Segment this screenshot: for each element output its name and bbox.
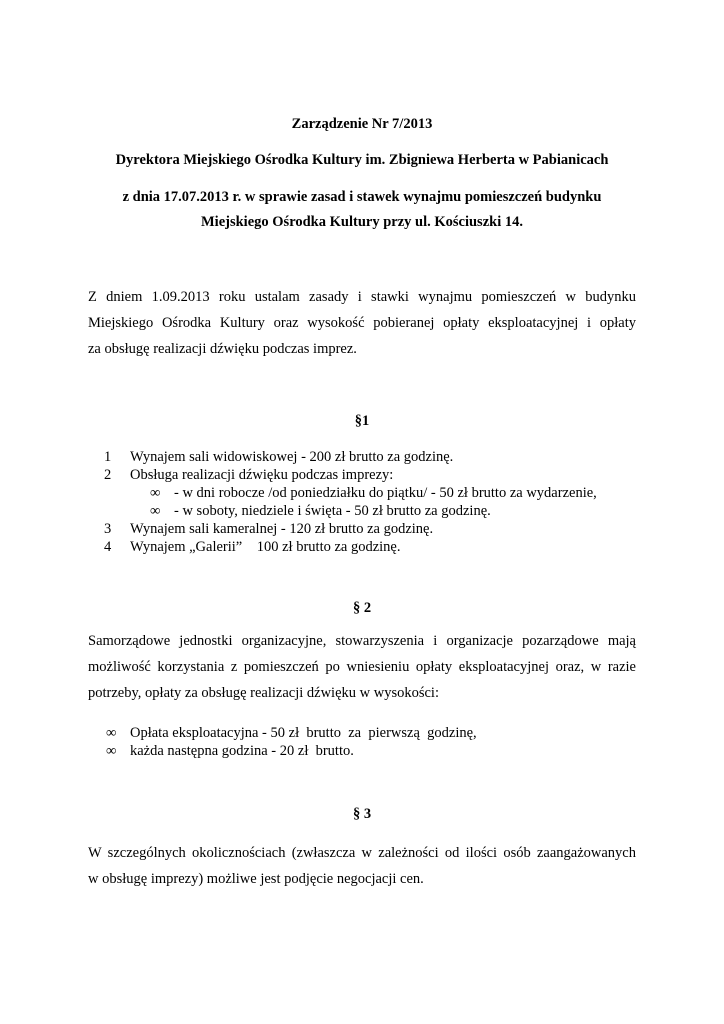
infinity-bullet-icon: ∞ bbox=[106, 743, 117, 759]
document-subject-line-2: Miejskiego Ośrodka Kultury przy ul. Kościuszki 14. bbox=[201, 214, 523, 230]
bullet-item bbox=[106, 724, 477, 742]
list-item-text: Wynajem sali kameralnej - 120 zł brutto za godzinę. bbox=[130, 521, 434, 537]
bullet-item-text: Opłata eksploatacyjna - 50 zł brutto za pierwszą godzinę, bbox=[130, 725, 477, 741]
infinity-bullet-icon: ∞ bbox=[150, 503, 161, 519]
section-3-heading: § 3 bbox=[352, 806, 372, 822]
section-2-heading: § 2 bbox=[352, 600, 372, 616]
list-item-text: Obsługa realizacji dźwięku podczas imprezy: bbox=[130, 467, 394, 483]
sub-list-item bbox=[150, 502, 491, 520]
section-2-line: możliwość korzystania z pomieszczeń po wniesieniu opłaty eksploatacyjnej oraz, w razie bbox=[88, 659, 636, 675]
list-item bbox=[104, 448, 453, 466]
list-item-number: 2 bbox=[104, 467, 112, 483]
infinity-bullet-icon: ∞ bbox=[150, 485, 161, 501]
section-3-line: w obsługę imprezy) możliwe jest podjęcie negocjacji cen. bbox=[88, 871, 424, 887]
section-2-line: Samorządowe jednostki organizacyjne, stowarzyszenia i organizacje pozarządowe mają bbox=[88, 633, 636, 649]
document-issuer: Dyrektora Miejskiego Ośrodka Kultury im. Zbigniewa Herberta w Pabianicach bbox=[115, 152, 609, 168]
section-3-line: W szczególnych okolicznościach (zwłaszcza w zależności od ilości osób zaangażowanych bbox=[88, 845, 636, 861]
list-item-number: 4 bbox=[104, 539, 112, 555]
sub-list-item bbox=[150, 484, 597, 502]
list-item bbox=[104, 538, 401, 556]
intro-line: Miejskiego Ośrodka Kultury oraz wysokość pobieranej opłaty eksploatacyjnej i opłaty bbox=[88, 315, 636, 331]
infinity-bullet-icon: ∞ bbox=[106, 725, 117, 741]
section-1-heading: §1 bbox=[354, 413, 370, 429]
section-2-line: potrzeby, opłaty za obsługę realizacji dźwięku w wysokości: bbox=[88, 685, 439, 701]
bullet-item bbox=[106, 742, 354, 760]
list-item-number: 1 bbox=[104, 449, 112, 465]
list-item-text: Wynajem „Galerii” 100 zł brutto za godzinę. bbox=[130, 539, 401, 555]
list-item bbox=[104, 466, 393, 484]
list-item-number: 3 bbox=[104, 521, 112, 537]
section-2-paragraph bbox=[88, 628, 636, 706]
document-title: Zarządzenie Nr 7/2013 bbox=[291, 116, 433, 132]
document-subject-line-1: z dnia 17.07.2013 r. w sprawie zasad i stawek wynajmu pomieszczeń budynku bbox=[122, 189, 602, 205]
section-3-paragraph bbox=[88, 840, 636, 892]
intro-line: Z dniem 1.09.2013 roku ustalam zasady i stawki wynajmu pomieszczeń w budynku bbox=[88, 289, 636, 305]
intro-paragraph bbox=[88, 284, 636, 362]
intro-line: za obsługę realizacji dźwięku podczas imprez. bbox=[88, 341, 357, 357]
list-item bbox=[104, 520, 433, 538]
list-item-text: Wynajem sali widowiskowej - 200 zł brutto za godzinę. bbox=[130, 449, 454, 465]
sub-list-item-text: - w soboty, niedziele i święta - 50 zł brutto za godzinę. bbox=[174, 503, 491, 519]
bullet-item-text: każda następna godzina - 20 zł brutto. bbox=[130, 743, 354, 759]
sub-list-item-text: - w dni robocze /od poniedziałku do piątku/ - 50 zł brutto za wydarzenie, bbox=[174, 485, 597, 501]
